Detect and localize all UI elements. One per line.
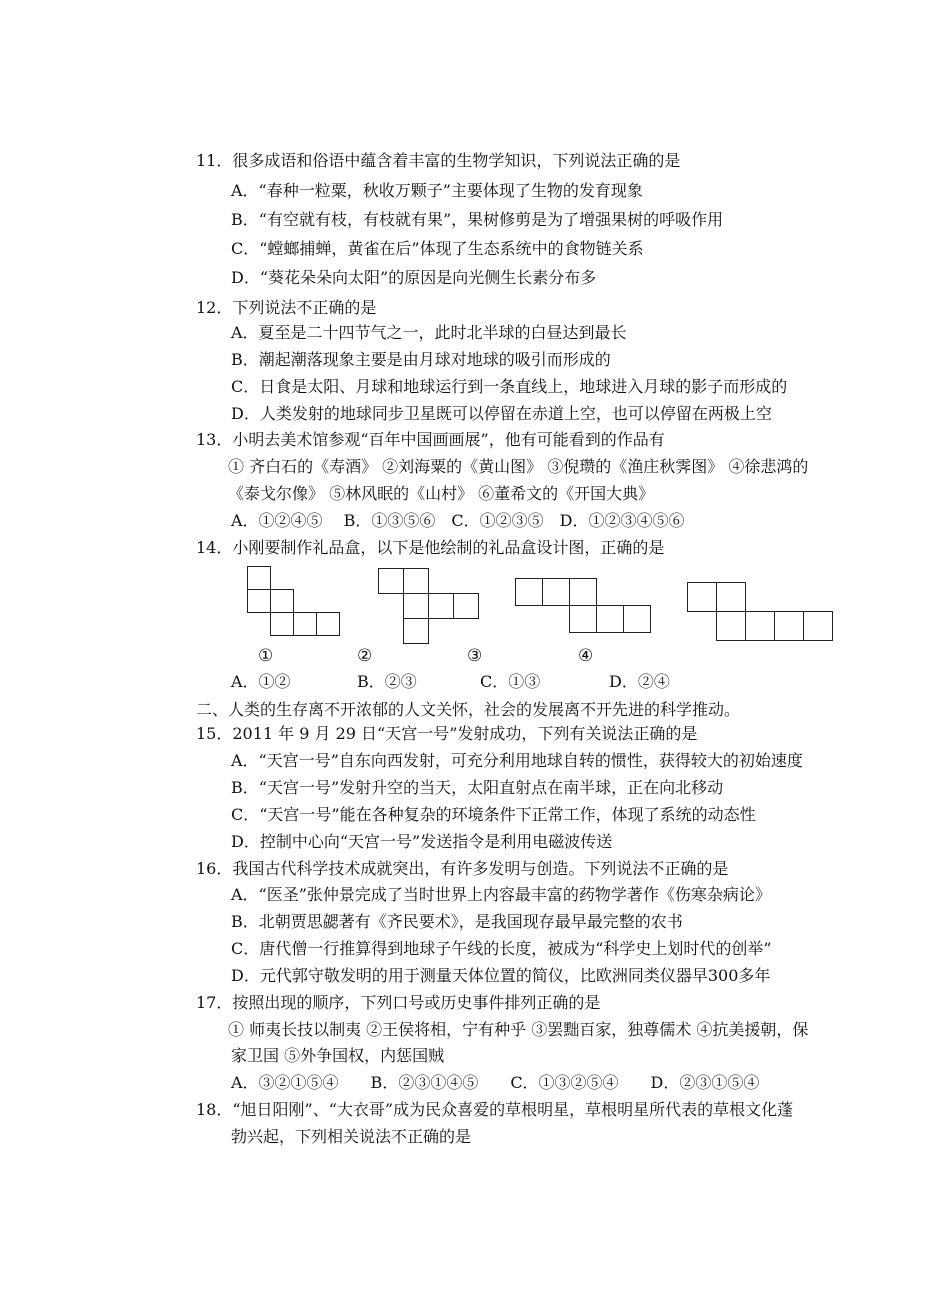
q15-option-d: D．控制中心向“天宫一号”发送指令是利用电磁波传送: [231, 832, 613, 851]
q11-option-a: A．“春种一粒粟，秋收万颗子”主要体现了生物的发育现象: [231, 181, 643, 200]
q11-stem: 11．很多成语和俗语中蕴含着丰富的生物学知识，下列说法正确的是: [196, 151, 681, 170]
q13-items-line1: ① 齐白石的《寿酒》 ②刘海粟的《黄山图》 ③倪瓒的《渔庄秋霁图》 ④徐悲鸿的: [228, 457, 809, 476]
q12-option-a: A．夏至是二十四节气之一，此时北半球的白昼达到最长: [231, 323, 627, 342]
q16-option-a: A．“医圣”张仲景完成了当时世界上内容最丰富的药物学著作《伤寒杂病论》: [231, 885, 771, 904]
q16-option-b: B．北朝贾思勰著有《齐民要术》，是我国现存最早最完整的农书: [231, 912, 683, 931]
q15-stem: 15．2011 年 9 月 29 日“天宫一号”发射成功，下列有关说法正确的是: [196, 724, 698, 743]
net-label-1: ①: [258, 646, 274, 666]
q15-option-c: C．“天宫一号”能在各种复杂的环境条件下正常工作，体现了系统的动态性: [231, 805, 756, 824]
q17-items-line2: 家卫国 ⑤外争国权，内惩国贼: [231, 1046, 445, 1065]
q11-option-d: D．“葵花朵朵向太阳”的原因是向光侧生长素分布多: [231, 268, 597, 287]
q17-stem: 17．按照出现的顺序，下列口号或历史事件排列正确的是: [196, 993, 601, 1012]
q15-option-b: B．“天宫一号”发射升空的当天，太阳直射点在南半球，正在向北移动: [231, 778, 724, 797]
net-label-4: ④: [578, 646, 594, 666]
net-label-2: ②: [357, 646, 373, 666]
q12-option-c: C．日食是太阳、月球和地球运行到一条直线上，地球进入月球的影子而形成的: [231, 377, 788, 396]
q16-stem: 16．我国古代科学技术成就突出，有许多发明与创造。下列说法不正确的是: [196, 859, 729, 878]
q18-stem-line1: 18．“旭日阳刚”、“大衣哥”成为民众喜爱的草根明星，草根明星所代表的草根文化蓬: [196, 1100, 794, 1119]
net-label-3: ③: [467, 646, 483, 666]
q11-option-b: B．“有空就有枝，有枝就有果”，果树修剪是为了增强果树的呼吸作用: [231, 210, 724, 229]
box-net-3: [515, 578, 653, 636]
q14-option-b: B．②③: [357, 672, 417, 691]
q14-stem: 14．小刚要制作礼品盒，以下是他绘制的礼品盒设计图，正确的是: [196, 538, 665, 557]
q13-stem: 13．小明去美术馆参观“百年中国画画展”，他有可能看到的作品有: [196, 430, 665, 449]
q14-option-a: A．①②: [231, 672, 291, 691]
q18-stem-line2: 勃兴起，下列相关说法不正确的是: [231, 1127, 472, 1146]
q11-option-c: C．“螳螂捕蝉，黄雀在后”体现了生态系统中的食物链关系: [231, 239, 644, 258]
box-net-2: [378, 568, 480, 646]
q14-option-c: C．①③: [480, 672, 541, 691]
q14-option-d: D．②④: [609, 672, 670, 691]
q16-option-d: D．元代郭守敬发明的用于测量天体位置的简仪，比欧洲同类仪器早300多年: [231, 966, 771, 985]
box-net-1: [247, 566, 343, 638]
q16-option-c: C．唐代僧一行推算得到地球子午线的长度，被成为“科学史上划时代的创举”: [231, 939, 772, 958]
q15-option-a: A．“天宫一号”自东向西发射，可充分利用地球自转的惯性，获得较大的初始速度: [231, 751, 803, 770]
box-net-4: [687, 582, 835, 644]
section-2-heading: 二、人类的生存离不开浓郁的人文关怀，社会的发展离不开先进的科学推动。: [196, 700, 741, 719]
q13-items-line2: 《泰戈尔像》 ⑤林风眠的《山村》 ⑥董希文的《开国大典》: [228, 484, 655, 503]
q12-stem: 12．下列说法不正确的是: [196, 298, 377, 317]
q12-option-b: B．潮起潮落现象主要是由月球对地球的吸引而形成的: [231, 350, 611, 369]
q13-options: A．①②④⑤ B．①③⑤⑥ C．①②③⑤ D．①②③④⑤⑥: [231, 511, 685, 530]
q17-options: A．③②①⑤④ B．②③①④⑤ C．①③②⑤④ D．②③①⑤④: [231, 1073, 760, 1092]
q12-option-d: D．人类发射的地球同步卫星既可以停留在赤道上空，也可以停留在两极上空: [231, 404, 772, 423]
q17-items-line1: ① 师夷长技以制夷 ②王侯将相，宁有种乎 ③罢黜百家，独尊儒术 ④抗美援朝，保: [228, 1020, 809, 1039]
